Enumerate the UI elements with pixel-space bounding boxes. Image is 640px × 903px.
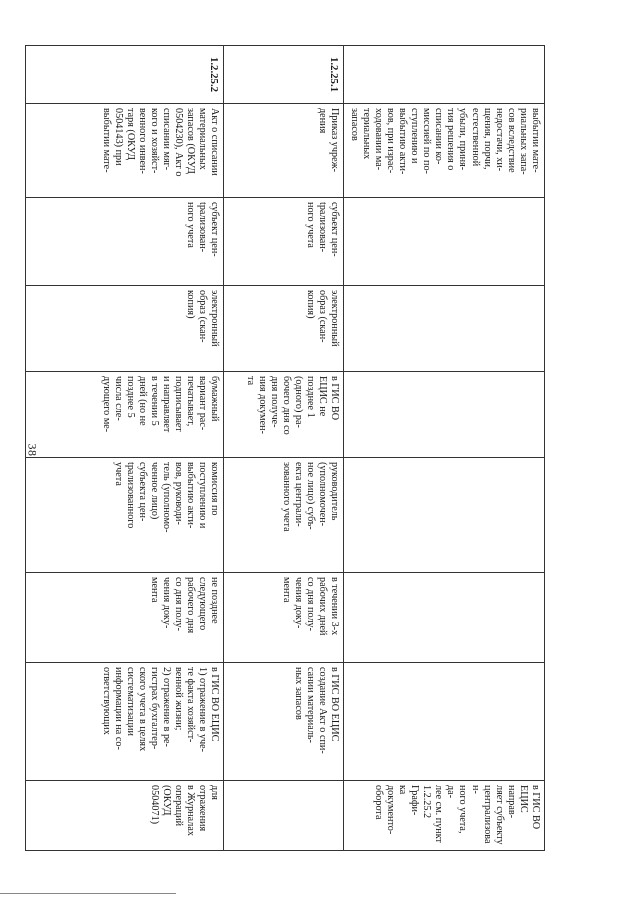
row-number: 1.2.25.1 (224, 46, 344, 104)
row-number (344, 46, 545, 104)
table-cell (344, 372, 545, 458)
row-number: 1.2.25.2 (26, 46, 224, 104)
table-cell: бумажный вариант рас- печатывает, подписывает и направляет в течении 5 дней (но не позднее 5 числа сле- дующего ме- (26, 372, 224, 458)
page-number: 38 (25, 443, 40, 457)
table-cell: в ГИС ВО ЕЦИС не позднее 1 (одного) ра- бочего дня со дня получе- ния докумен- та (224, 372, 344, 458)
document-flow-table (26, 45, 546, 851)
table-cell: Приказ учреж- дения (224, 104, 344, 198)
table-cell: руководитель (уполномочен- ное лицо) субъ- екта централи- зованного учета (224, 458, 344, 573)
table-cell (344, 198, 545, 286)
table-cell (344, 663, 545, 781)
table-cell: в ГИС ВО ЕЦИС направ- ляет субъекту централизован- ного учета, да- лее см. пункт 1.2.25.2 Графи- ка документо- оборота (344, 781, 545, 851)
table-cell (344, 573, 545, 663)
table-cell: Акт о списании материальных запасов (ОКУД 0504230), Акт о списании мяг- кого и хозяйст- венного инвен- таря (ОКУД 0504143) при выбытии мате- (26, 104, 224, 198)
table-cell: электронный образ (скан- копия) (26, 286, 224, 372)
footer-rule (0, 893, 176, 894)
table-cell: субъект цен- tрализован- ного учета (26, 198, 224, 286)
table-cell (344, 458, 545, 573)
table-cell: в ГИС ВО ЕЦИС 1) отражение в уче- те факта хозяйст- венной жизни; 2) отражение в ре- гистрах бухгалтер- ского учета в целях систематизации информации на со- ответствующих (26, 663, 224, 781)
table-cell (224, 781, 344, 851)
table-cell (344, 286, 545, 372)
table-cell: субъект цен- tрализован- ного учета (224, 198, 344, 286)
table-row (224, 46, 344, 851)
table-cell: в ГИС ВО ЕЦИС создание Акт о спи- сании материаль- ных запасов (224, 663, 344, 781)
table-cell: в течении 3-х рабочих дней со дня полу- чения доку- мента (224, 573, 344, 663)
table-cell: не позднее следующего рабочего дня со дня полу- чения доку- мента (26, 573, 224, 663)
table-cell: комиссия по поступлению и выбытию акти- вов, руководи- тель (уполномо- ченное лицо) субъекта цен- tрализованного учета (26, 458, 224, 573)
rotated-table-container (87, 45, 545, 850)
table-cell: для отражения в Журналах операций (ОКУД 0504071) (26, 781, 224, 851)
table-row (344, 46, 545, 851)
table-row (26, 46, 224, 851)
table-cell: выбытии мате- риальных запа- сов вследствие недостачи, хи- щения, порчи, естественной убыли, приня- тия решения о списании ко- миссией по по- ступлению и выбытию акти- вов, при израс- ходовании ма- териальных запасов (344, 104, 545, 198)
table-cell: электронный образ (скан- копия) (224, 286, 344, 372)
